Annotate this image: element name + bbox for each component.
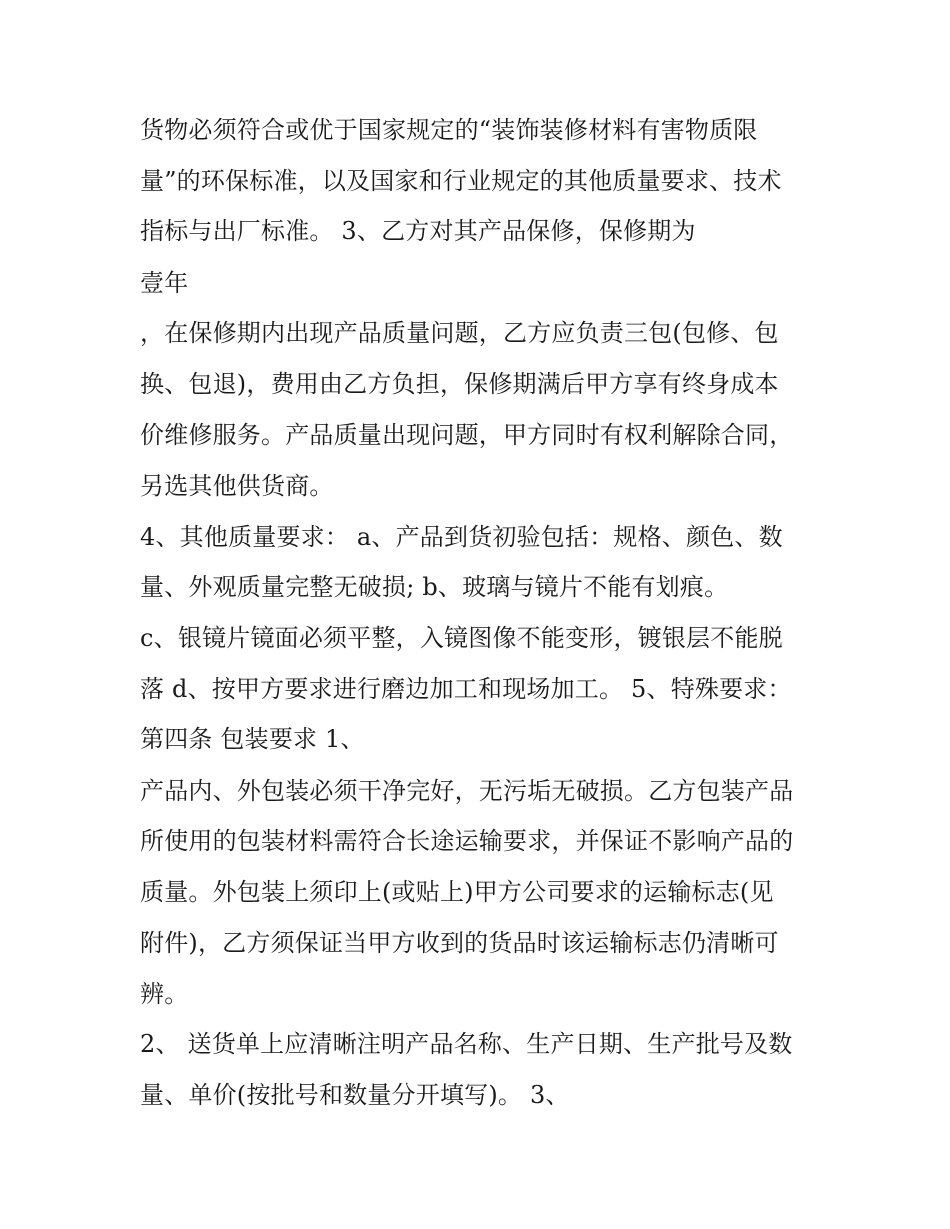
text-line: 第四条 包装要求 1、 <box>140 725 365 753</box>
text-line: ，在保修期内出现产品质量问题，乙方应负责三包(包修、包 <box>140 319 779 347</box>
text-line: 落 d、按甲方要求进行磨边加工和现场加工。 5、特殊要求： <box>140 675 792 703</box>
text-line: 2、 送货单上应清晰注明产品名称、生产日期、生产批号及数 <box>140 1030 793 1058</box>
text-line: 所使用的包装材料需符合长途运输要求，并保证不影响产品的 <box>140 827 794 855</box>
text-line: 量”的环保标准，以及国家和行业规定的其他质量要求、技术 <box>140 167 782 195</box>
text-line: 4、其他质量要求： a、产品到货初验包括：规格、颜色、数 <box>140 523 783 551</box>
text-line: 换、包退)，费用由乙方负担，保修期满后甲方享有终身成本 <box>140 370 779 398</box>
text-line: 辨。 <box>140 980 189 1008</box>
text-line: 货物必须符合或优于国家规定的“装饰装修材料有害物质限 <box>140 116 758 144</box>
text-line: 另选其他供货商。 <box>140 472 334 500</box>
text-line: 价维修服务。产品质量出现问题，甲方同时有权利解除合同， <box>140 421 794 449</box>
text-line: 质量。外包装上须印上(或贴上)甲方公司要求的运输标志(见 <box>140 878 774 906</box>
text-line: 产品内、外包装必须干净完好，无污垢无破损。乙方包装产品 <box>140 777 794 805</box>
text-line: 附件)，乙方须保证当甲方收到的货品时该运输标志仍清晰可 <box>140 929 779 957</box>
text-line: 量、单价(按批号和数量分开填写)。 3、 <box>140 1081 570 1109</box>
text-line: c、银镜片镜面必须平整，入镜图像不能变形，镀银层不能脱 <box>140 624 783 652</box>
text-line: 量、外观质量完整无破损; b、玻璃与镜片不能有划痕。 <box>140 573 729 601</box>
text-line: 指标与出厂标准。 3、乙方对其产品保修，保修期为 <box>140 217 696 245</box>
text-line: 壹年 <box>140 269 189 297</box>
